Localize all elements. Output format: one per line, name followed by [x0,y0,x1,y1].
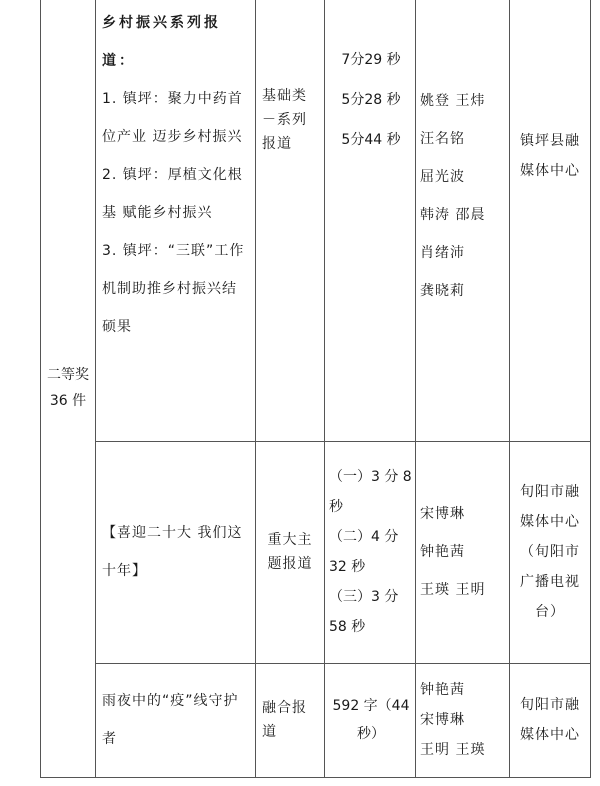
author-line: 龚晓莉 [420,283,465,299]
title-cell [96,663,256,777]
length-line: 5分28 秒 [341,92,401,108]
author-line: 汪名铭 [420,131,465,147]
awards-table [40,0,591,778]
authors-cell [416,663,510,777]
length-line: 32 秒 [329,559,366,575]
length-cell [325,441,416,663]
length-line: 秒） [357,726,385,742]
unit-cell [510,0,591,441]
series-heading: 乡村振兴系列报道： [102,15,221,69]
category-cell: 基础类－系列报道 [256,0,325,441]
length-line: 58 秒 [329,619,366,635]
series-item: 2. 镇坪：厚植文化根基 赋能乡村振兴 [102,167,243,221]
length-line: （二）4 分 [329,529,399,545]
author-line: 钟艳茜 [420,544,465,560]
length-cell [325,0,416,441]
table-row [41,0,591,441]
authors-cell [416,441,510,663]
unit-line: （旬阳市 [520,544,580,560]
unit-line: 镇坪县融 [520,133,580,149]
title-cell [96,0,256,441]
author-line: 姚登 王炜 [420,93,486,109]
author-line: 宋博琳 [420,506,465,522]
unit-cell [510,663,591,777]
length-line: 秒 [329,499,343,515]
length-line: 7分29 秒 [341,52,401,68]
title-cell [96,441,256,663]
series-item: 1. 镇坪：聚力中药首位产业 迈步乡村振兴 [102,91,243,145]
unit-line: 旬阳市融 [520,697,580,713]
author-line: 钟艳茜 [420,682,465,698]
length-line: （一）3 分 8 [329,469,412,485]
length-line: 5分44 秒 [341,132,401,148]
unit-line: 广播电视 [520,574,580,590]
author-line: 肖绪沛 [420,245,465,261]
unit-line: 媒体中心 [520,514,580,530]
table-row [41,663,591,777]
unit-cell [510,441,591,663]
authors-cell [416,0,510,441]
author-line: 屈光波 [420,169,465,185]
unit-line: 旬阳市融 [520,484,580,500]
unit-line: 媒体中心 [520,163,580,179]
author-line: 韩涛 邵晨 [420,207,486,223]
category-cell: 重大主题报道 [256,441,325,663]
length-line: （三）3 分 [329,589,399,605]
author-line: 王明 王瑛 [420,742,486,758]
grade-count: 36 件 [49,393,87,410]
entry-title: 雨夜中的“疫”线守护者 [102,693,239,747]
unit-line: 媒体中心 [520,727,580,743]
grade-label: 二等奖 [47,367,89,384]
table-row [41,441,591,663]
category-cell: 融合报道 [256,663,325,777]
author-line: 王瑛 王明 [420,582,486,598]
length-line: 592 字（44 [332,698,410,714]
entry-title: 【喜迎二十大 我们这十年】 [102,525,243,579]
length-cell [325,663,416,777]
author-line: 宋博琳 [420,712,465,728]
unit-line: 台） [535,604,565,620]
series-item: 3. 镇坪：“三联”工作机制助推乡村振兴结硕果 [102,243,245,335]
grade-cell [41,0,96,777]
